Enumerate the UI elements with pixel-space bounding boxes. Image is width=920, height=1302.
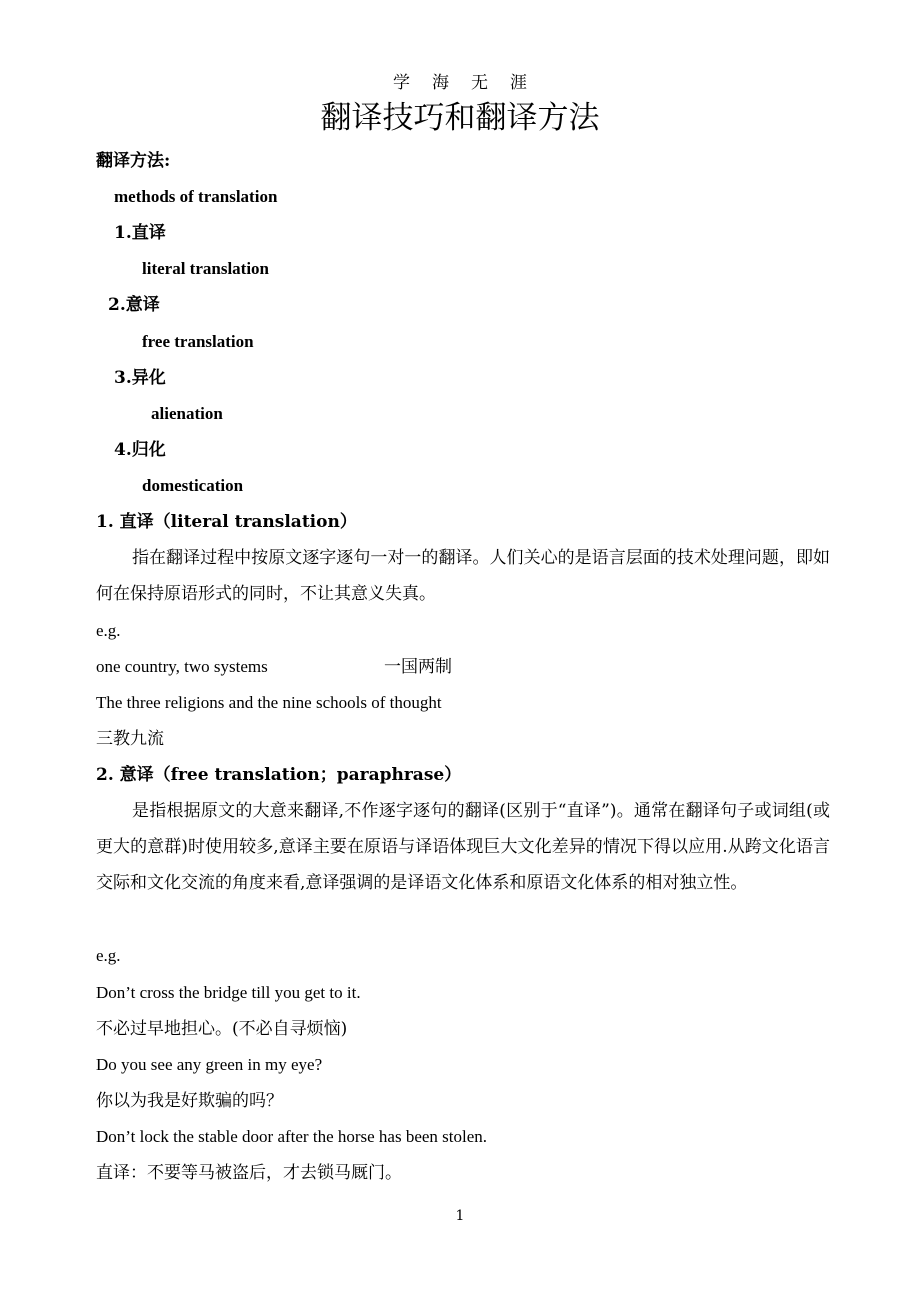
method-4-label: 4.归化 <box>114 440 166 460</box>
page-title: 翻译技巧和翻译方法 <box>320 100 600 136</box>
example-2-chinese: 三教九流 <box>96 729 164 749</box>
section-1-eg: e.g. <box>96 621 121 640</box>
section-2-paragraph: 是指根据原文的大意来翻译,不作逐字逐句的翻译(区别于“直译”)。通常在翻译句子或词组(或更大的意群)时使用较多,意译主要在原语与译语体现巨大文化差异的情况下得以应用.从跨文化语言交际和文化交流的角度来看,意译强调的是译语文化体系和原语文化体系的相对独立性。 <box>96 801 830 893</box>
methods-heading: 翻译方法: <box>96 151 171 171</box>
example-1-chinese: 一国两制 <box>384 657 452 677</box>
methods-subheading: methods of translation <box>114 187 278 206</box>
section-1-heading: 1. 直译（literal translation） <box>96 512 357 532</box>
section-2-heading: 2. 意译（free translation；paraphrase） <box>96 765 462 785</box>
method-1-english: literal translation <box>142 259 270 278</box>
example-1-english: one country, two systems <box>96 657 268 676</box>
method-2-english: free translation <box>142 332 254 351</box>
example-line: Don’t cross the bridge till you get to it. <box>96 983 361 1002</box>
page-number: 1 <box>455 1208 465 1224</box>
example-line: Don’t lock the stable door after the horse has been stolen. <box>96 1127 488 1146</box>
method-3-english: alienation <box>151 404 223 423</box>
method-2-label: 2.意译 <box>108 295 160 315</box>
page-header: 学海无涯 <box>393 73 549 93</box>
section-1-paragraph: 指在翻译过程中按原文逐字逐句一对一的翻译。人们关心的是语言层面的技术处理问题，即如何在保持原语形式的同时，不让其意义失真。 <box>96 548 830 604</box>
section-2-eg: e.g. <box>96 946 121 965</box>
method-1-label: 1.直译 <box>114 223 166 243</box>
example-line: 不必过早地担心。(不必自寻烦恼) <box>96 1019 348 1039</box>
example-line: 直译：不要等马被盗后，才去锁马厩门。 <box>96 1163 402 1183</box>
example-line: Do you see any green in my eye? <box>96 1055 323 1074</box>
method-4-english: domestication <box>142 476 244 495</box>
method-3-label: 3.异化 <box>114 368 166 388</box>
example-line: 你以为我是好欺骗的吗？ <box>96 1091 283 1111</box>
example-2-english: The three religions and the nine schools of thought <box>96 693 442 712</box>
